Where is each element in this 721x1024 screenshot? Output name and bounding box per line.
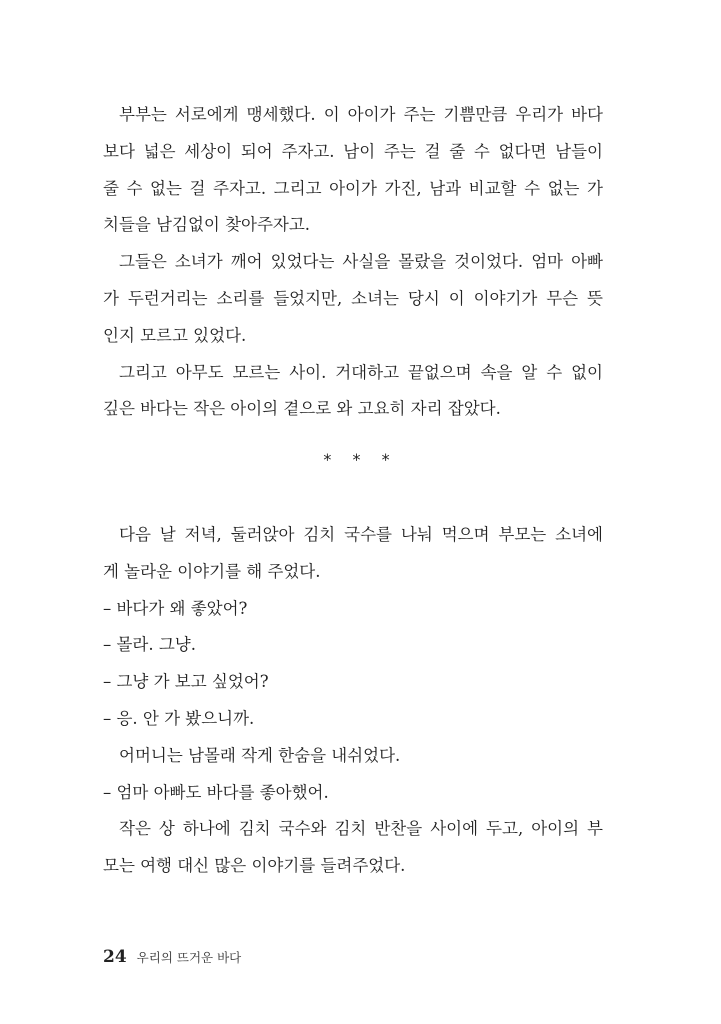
- dialogue-line: – 응. 안 가 봤으니까.: [103, 708, 255, 728]
- page-footer: [103, 947, 241, 969]
- page-number: 24: [103, 947, 127, 967]
- paragraph-line: 보다 넓은 세상이 되어 주자고. 남이 주는 걸 줄 수 없다면 남들이: [103, 141, 603, 161]
- paragraph-line: 깊은 바다는 작은 아이의 곁으로 와 고요히 자리 잡았다.: [103, 399, 501, 419]
- paragraph-line: 가 두런거리는 소리를 들었지만, 소녀는 당시 이 이야기가 무슨 뜻: [103, 288, 603, 308]
- dialogue-line: – 몰라. 그냥.: [103, 635, 196, 655]
- paragraph-line: 그들은 소녀가 깨어 있었다는 사실을 몰랐을 것이었다. 엄마 아빠: [119, 252, 603, 272]
- dialogue-line: – 엄마 아빠도 바다를 좋아했어.: [103, 782, 329, 802]
- paragraph-line: 부부는 서로에게 맹세했다. 이 아이가 주는 기쁨만큼 우리가 바다: [119, 105, 603, 124]
- paragraph-line: 인지 모르고 있었다.: [103, 325, 247, 345]
- section-separator: * * *: [323, 450, 398, 469]
- paragraph-line: 그리고 아무도 모르는 사이. 거대하고 끝없으며 속을 알 수 없이: [119, 362, 603, 382]
- paragraph-line: 게 놀라운 이야기를 해 주었다.: [103, 561, 321, 581]
- paragraph-line: 줄 수 없는 걸 주자고. 그리고 아이가 가진, 남과 비교할 수 없는 가: [103, 178, 603, 198]
- paragraph-line: 모는 여행 대신 많은 이야기를 들려주었다.: [103, 856, 406, 876]
- text-block-1: [103, 97, 603, 428]
- paragraph-line: 어머니는 남몰래 작게 한숨을 내쉬었다.: [119, 745, 401, 765]
- dialogue-line: – 그냥 가 보고 싶었어?: [103, 672, 269, 692]
- running-title: 우리의 뜨거운 바다: [136, 950, 242, 965]
- paragraph-line: 다음 날 저녁, 둘러앉아 김치 국수를 나눠 먹으며 부모는 소녀에: [119, 525, 603, 544]
- paragraph-line: 치들을 남김없이 찾아주자고.: [103, 215, 311, 235]
- dialogue-line: – 바다가 왜 좋았어?: [103, 598, 248, 618]
- paragraph-line: 작은 상 하나에 김치 국수와 김치 반찬을 사이에 두고, 아이의 부: [119, 819, 603, 839]
- text-block-2: [103, 517, 603, 885]
